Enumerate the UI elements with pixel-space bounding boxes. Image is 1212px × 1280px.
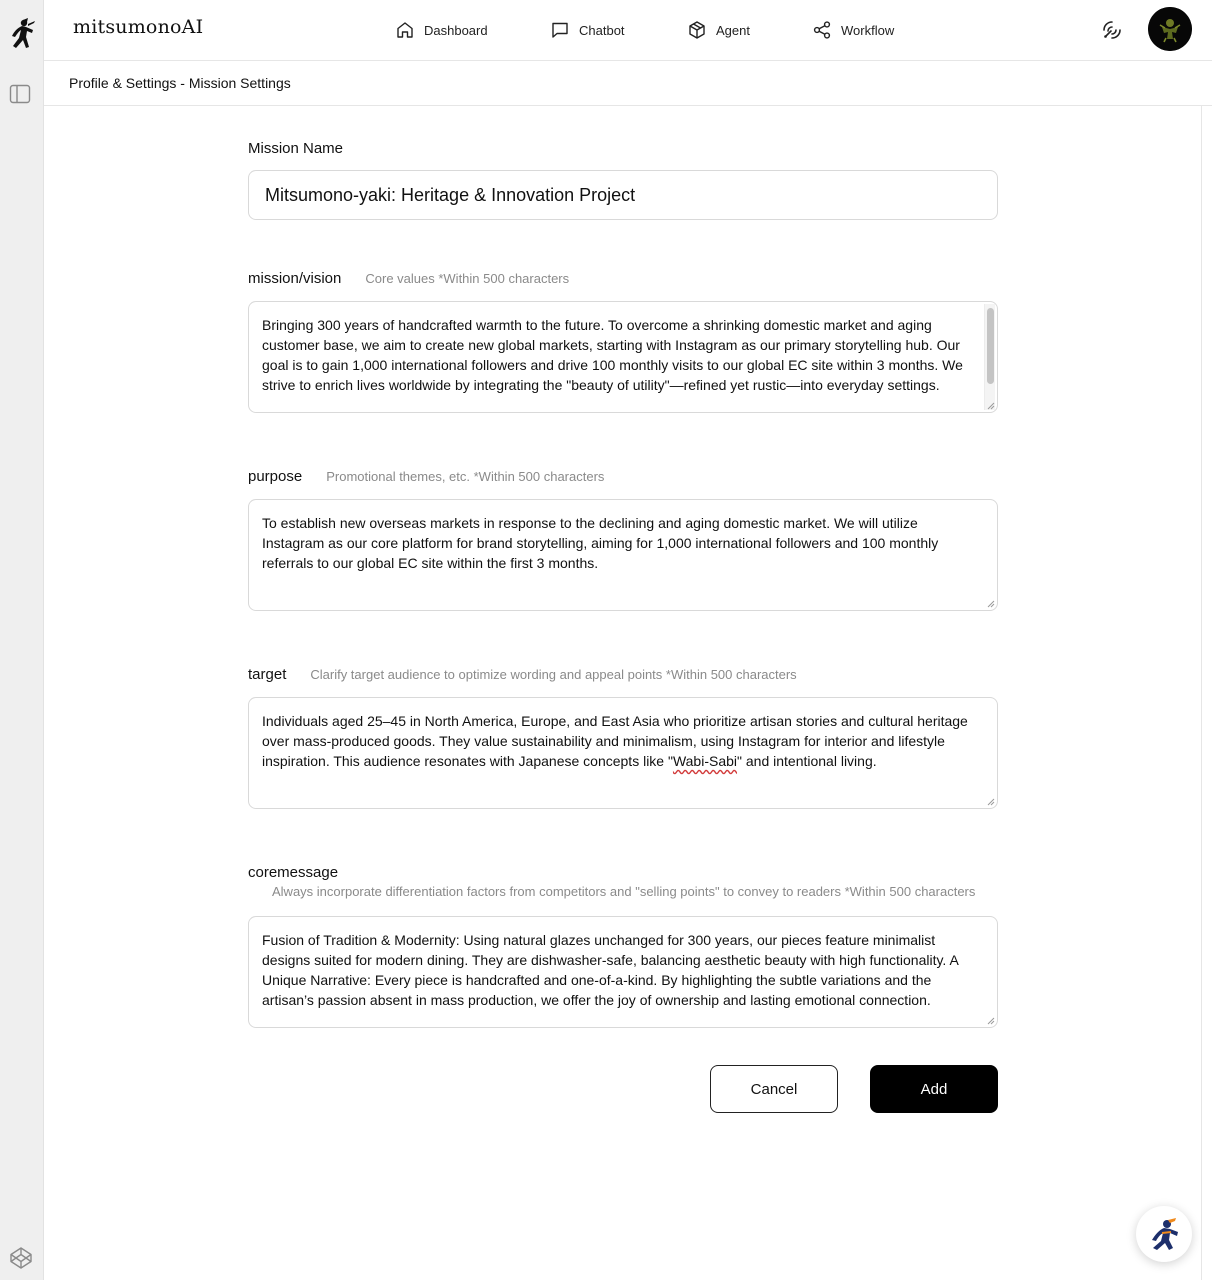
left-rail	[0, 0, 44, 1280]
resize-grip-icon[interactable]	[986, 401, 995, 410]
mission-name-value: Mitsumono-yaki: Heritage & Innovation Project	[265, 184, 636, 205]
add-button[interactable]: Add	[870, 1065, 998, 1113]
mission-name-label-row	[248, 140, 998, 157]
coremessage-hint	[272, 881, 975, 902]
coremessage-value: Fusion of Tradition & Modernity: Using natural glazes unchanged for 300 years, our pieces feature minimalist designs suited for modern dining. They are dishwasher-safe, balancing aesthetic beauty with high functionality. A Unique Narrative: Every piece is handcrafted and one-of-a-kind. By highlighting the subtle variations and the artisan’s passion absent in mass production, we offer the joy of ownership and lasting emotional connection.	[262, 932, 959, 1008]
target-hint: Clarify target audience to optimize wording and appeal points *Within 500 characters	[310, 667, 797, 682]
target-value-part-2: " and intentional living.	[737, 753, 877, 769]
target-label: target	[248, 666, 287, 683]
purpose-label: purpose	[248, 468, 303, 485]
nav-workflow-label: Workflow	[841, 22, 895, 38]
mission-vision-label-row	[248, 270, 998, 287]
purpose-label-row	[248, 468, 998, 485]
assistant-fab-button[interactable]	[1136, 1206, 1192, 1262]
mission-name-input[interactable]	[248, 170, 998, 220]
share-icon	[812, 20, 832, 40]
codepen-cube-icon[interactable]	[9, 1246, 33, 1270]
top-header	[44, 0, 1212, 61]
page-scrollbar-track[interactable]	[1201, 106, 1202, 1280]
cube-icon	[687, 20, 707, 40]
mission-vision-textarea[interactable]	[248, 301, 998, 413]
nav-agent[interactable]	[687, 18, 750, 42]
nav-dashboard[interactable]	[395, 18, 488, 42]
chat-icon	[550, 20, 570, 40]
coremessage-hint-text: Always incorporate differentiation factors from competitors and "selling points" to convey to readers *Within 500 characters	[272, 884, 976, 899]
target-label-row	[248, 666, 998, 683]
target-textarea[interactable]	[248, 697, 998, 809]
purpose-value: To establish new overseas markets in response to the declining and aging domestic market. We will utilize Instagram as our core platform for brand storytelling, aiming for 1,000 international followers and 100 monthly referrals to our global EC site within the first 3 months.	[262, 515, 939, 571]
coremessage-label-row	[248, 864, 998, 902]
mission-vision-hint: Core values *Within 500 characters	[365, 271, 570, 286]
brand-name[interactable]: mitsumonoAI	[73, 16, 204, 38]
coremessage-label: coremessage	[248, 864, 339, 881]
resize-grip-icon[interactable]	[986, 797, 995, 806]
target-spellcheck-word: Wabi-Sabi	[672, 753, 738, 769]
ninja-assistant-icon	[1146, 1216, 1182, 1252]
avatar-figure-icon	[1148, 7, 1192, 51]
broadcast-icon[interactable]	[1100, 18, 1124, 42]
breadcrumb: Profile & Settings - Mission Settings	[69, 75, 291, 91]
purpose-textarea[interactable]	[248, 499, 998, 611]
breadcrumb-bar	[44, 61, 1212, 106]
mission-vision-scroll-thumb[interactable]	[987, 308, 994, 384]
sidebar-toggle-icon[interactable]	[9, 83, 31, 105]
ninja-logo-icon[interactable]	[5, 16, 37, 52]
mission-vision-scrollbar[interactable]	[984, 304, 995, 410]
target-value	[262, 711, 977, 771]
mission-vision-value: Bringing 300 years of handcrafted warmth to the future. To overcome a shrinking domestic market and aging customer base, we aim to create new global markets, starting with Instagram as our primary storytelling hub. Our goal is to gain 1,000 international followers and drive 100 monthly visits to our global EC site within 3 months. We strive to enrich lives worldwide by integrating the "beauty of utility"—refined yet rustic—into everyday settings.	[262, 317, 963, 393]
resize-grip-icon[interactable]	[986, 1016, 995, 1025]
nav-chatbot-label: Chatbot	[579, 22, 625, 38]
nav-workflow[interactable]	[812, 18, 894, 42]
nav-dashboard-label: Dashboard	[424, 22, 488, 38]
mission-name-label: Mission Name	[248, 140, 344, 157]
cancel-button[interactable]: Cancel	[710, 1065, 838, 1113]
target-value-part-1: Individuals aged 25–45 in North America, Europe, and East Asia who prioritize artisan stories and cultural heritage over mass-produced goods. They value sustainability and minimalism, using Instagram for interior and lifestyle inspiration. This audience resonates with Japanese concepts like "	[262, 713, 968, 769]
mission-vision-label: mission/vision	[248, 270, 342, 287]
home-icon	[395, 20, 415, 40]
resize-grip-icon[interactable]	[986, 599, 995, 608]
nav-chatbot[interactable]	[550, 18, 625, 42]
user-avatar[interactable]	[1148, 7, 1192, 51]
nav-agent-label: Agent	[716, 22, 750, 38]
purpose-hint: Promotional themes, etc. *Within 500 characters	[326, 469, 605, 484]
coremessage-textarea[interactable]	[248, 916, 998, 1028]
